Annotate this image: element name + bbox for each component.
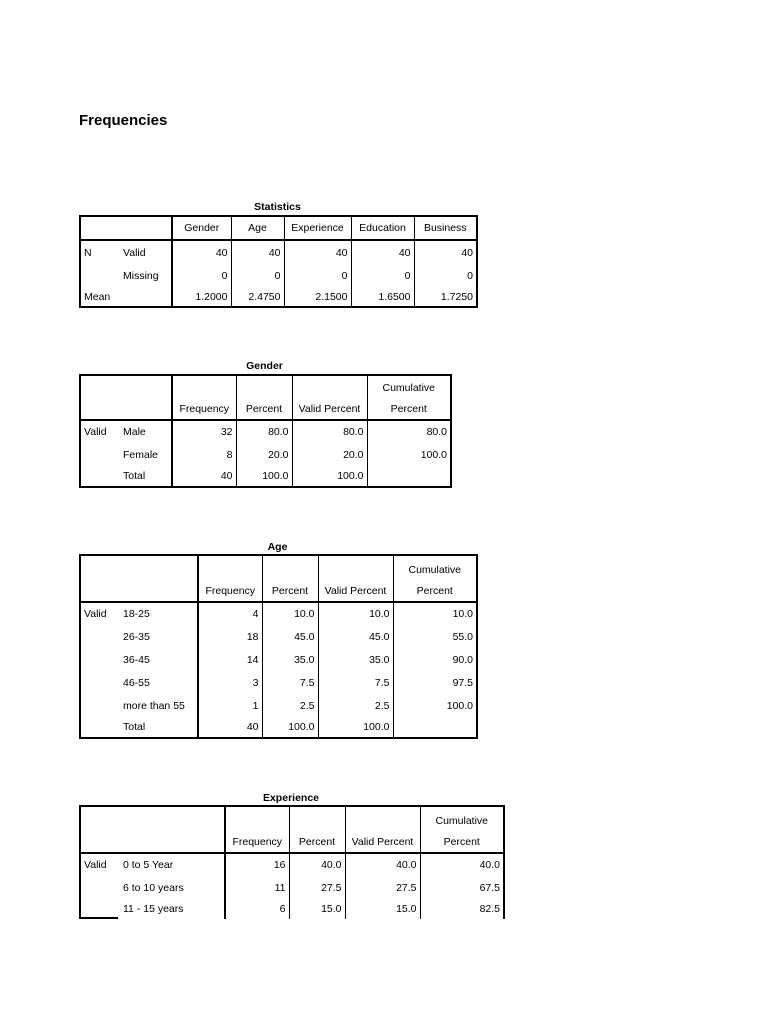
row-label: more than 55 <box>123 699 185 712</box>
col-header: Percent <box>289 806 345 853</box>
cell-frequency: 40 <box>198 717 262 738</box>
cell-frequency: 18 <box>198 625 262 648</box>
table-row <box>80 648 477 671</box>
cell-percent: 80.0 <box>236 420 292 443</box>
age-header-row <box>80 555 477 602</box>
row-label: Total <box>123 470 146 482</box>
cell-percent: 27.5 <box>289 876 345 899</box>
cell-valid-percent: 100.0 <box>292 466 367 487</box>
row-sublabel: Valid <box>123 246 146 259</box>
col-header-line2: Percent <box>416 585 453 597</box>
age-table <box>79 554 478 739</box>
table-row <box>80 625 477 648</box>
cell-percent: 40.0 <box>289 853 345 876</box>
cell-cumulative: 100.0 <box>367 443 451 466</box>
cell-frequency: 4 <box>198 602 262 625</box>
cell-cumulative: 97.5 <box>393 671 477 694</box>
col-header: Valid Percent <box>318 555 393 602</box>
col-header: Business <box>414 216 477 240</box>
experience-title: Experience <box>262 792 320 804</box>
cell-frequency: 8 <box>172 443 236 466</box>
cell-frequency: 3 <box>198 671 262 694</box>
row-group: Valid <box>84 426 107 438</box>
cell-value: 0 <box>351 264 414 288</box>
table-row <box>80 240 477 264</box>
cell-valid-percent: 80.0 <box>292 420 367 443</box>
cell-valid-percent: 2.5 <box>318 694 393 717</box>
col-header: Experience <box>284 216 351 240</box>
cell-valid-percent: 45.0 <box>318 625 393 648</box>
table-cut-line <box>79 917 118 919</box>
col-header: Valid Percent <box>292 375 367 420</box>
cell-cumulative <box>367 466 451 487</box>
cell-cumulative: 10.0 <box>393 602 477 625</box>
table-row <box>80 420 451 443</box>
cell-value: 2.4750 <box>231 288 284 307</box>
row-label: 11 - 15 years <box>123 903 184 915</box>
row-label: 46-55 <box>123 676 150 689</box>
cell-value: 2.1500 <box>284 288 351 307</box>
row-label: 18-25 <box>123 608 150 620</box>
cell-cumulative: 100.0 <box>393 694 477 717</box>
cell-percent: 100.0 <box>262 717 318 738</box>
row-label: 0 to 5 Year <box>123 859 174 871</box>
cell-percent: 20.0 <box>236 443 292 466</box>
cell-frequency: 6 <box>225 899 289 919</box>
row-label: Female <box>123 448 159 461</box>
cell-value: 0 <box>284 264 351 288</box>
statistics-title: Statistics <box>254 201 301 213</box>
row-label: 6 to 10 years <box>123 881 184 894</box>
row-group: Valid <box>84 608 107 620</box>
gender-header-row <box>80 375 451 420</box>
cell-value: 1.2000 <box>172 288 231 307</box>
cell-valid-percent: 100.0 <box>318 717 393 738</box>
cell-frequency: 11 <box>225 876 289 899</box>
cell-valid-percent: 35.0 <box>318 648 393 671</box>
cell-frequency: 32 <box>172 420 236 443</box>
cell-percent: 2.5 <box>262 694 318 717</box>
col-header <box>367 375 451 420</box>
row-group: Valid <box>84 859 107 871</box>
cell-valid-percent: 15.0 <box>345 899 420 919</box>
table-row <box>80 264 477 288</box>
row-label: 36-45 <box>123 653 150 666</box>
table-row <box>80 899 504 919</box>
cell-percent: 15.0 <box>289 899 345 919</box>
cell-cumulative: 90.0 <box>393 648 477 671</box>
col-header: Frequency <box>198 555 262 602</box>
cell-frequency: 16 <box>225 853 289 876</box>
table-row <box>80 694 477 717</box>
cell-value: 0 <box>172 264 231 288</box>
cell-value: 40 <box>414 240 477 264</box>
cell-cumulative: 80.0 <box>367 420 451 443</box>
col-header: Valid Percent <box>345 806 420 853</box>
row-label: Male <box>123 426 146 438</box>
cell-frequency: 1 <box>198 694 262 717</box>
table-row <box>80 876 504 899</box>
col-header: Percent <box>236 375 292 420</box>
cell-valid-percent: 20.0 <box>292 443 367 466</box>
age-title: Age <box>267 541 288 553</box>
row-label: N <box>84 246 92 259</box>
cell-value: 1.6500 <box>351 288 414 307</box>
col-header: Frequency <box>172 375 236 420</box>
table-row <box>80 853 504 876</box>
experience-header-row <box>80 806 504 853</box>
cell-cumulative: 40.0 <box>420 853 504 876</box>
cell-cumulative: 67.5 <box>420 876 504 899</box>
row-label: 26-35 <box>123 630 150 643</box>
gender-table <box>79 374 452 488</box>
cell-value: 40 <box>172 240 231 264</box>
table-row <box>80 602 477 625</box>
cell-frequency: 40 <box>172 466 236 487</box>
cell-valid-percent: 7.5 <box>318 671 393 694</box>
col-header-line1: Cumulative <box>408 564 462 576</box>
col-header-line2: Percent <box>443 836 480 848</box>
page-heading: Frequencies <box>79 112 168 129</box>
cell-valid-percent: 27.5 <box>345 876 420 899</box>
col-header: Frequency <box>225 806 289 853</box>
col-header: Age <box>231 216 284 240</box>
col-header: Percent <box>262 555 318 602</box>
cell-value: 1.7250 <box>414 288 477 307</box>
table-row <box>80 466 451 487</box>
table-row <box>80 671 477 694</box>
cell-cumulative <box>393 717 477 738</box>
cell-value: 0 <box>414 264 477 288</box>
cell-percent: 10.0 <box>262 602 318 625</box>
col-header-line1: Cumulative <box>382 382 436 394</box>
row-sublabel: Missing <box>123 270 159 282</box>
cell-cumulative: 82.5 <box>420 899 504 919</box>
row-label <box>80 264 120 288</box>
col-header <box>420 806 504 853</box>
cell-percent: 45.0 <box>262 625 318 648</box>
cell-percent: 100.0 <box>236 466 292 487</box>
col-header <box>393 555 477 602</box>
statistics-table <box>79 215 478 308</box>
cell-percent: 7.5 <box>262 671 318 694</box>
row-label: Mean <box>84 291 111 303</box>
col-header: Gender <box>172 216 231 240</box>
row-label: Total <box>123 721 146 733</box>
cell-valid-percent: 40.0 <box>345 853 420 876</box>
col-header-line2: Percent <box>390 403 427 415</box>
cell-cumulative: 55.0 <box>393 625 477 648</box>
cell-valid-percent: 10.0 <box>318 602 393 625</box>
cell-value: 40 <box>231 240 284 264</box>
gender-title: Gender <box>246 360 283 372</box>
cell-frequency: 14 <box>198 648 262 671</box>
experience-table <box>79 805 505 919</box>
table-row <box>80 443 451 466</box>
statistics-header-row <box>80 216 477 240</box>
table-row <box>80 288 477 307</box>
row-sublabel <box>120 288 172 307</box>
col-header-line1: Cumulative <box>435 815 489 827</box>
table-row <box>80 717 477 738</box>
cell-percent: 35.0 <box>262 648 318 671</box>
cell-value: 0 <box>231 264 284 288</box>
col-header: Education <box>351 216 414 240</box>
cell-value: 40 <box>284 240 351 264</box>
cell-value: 40 <box>351 240 414 264</box>
